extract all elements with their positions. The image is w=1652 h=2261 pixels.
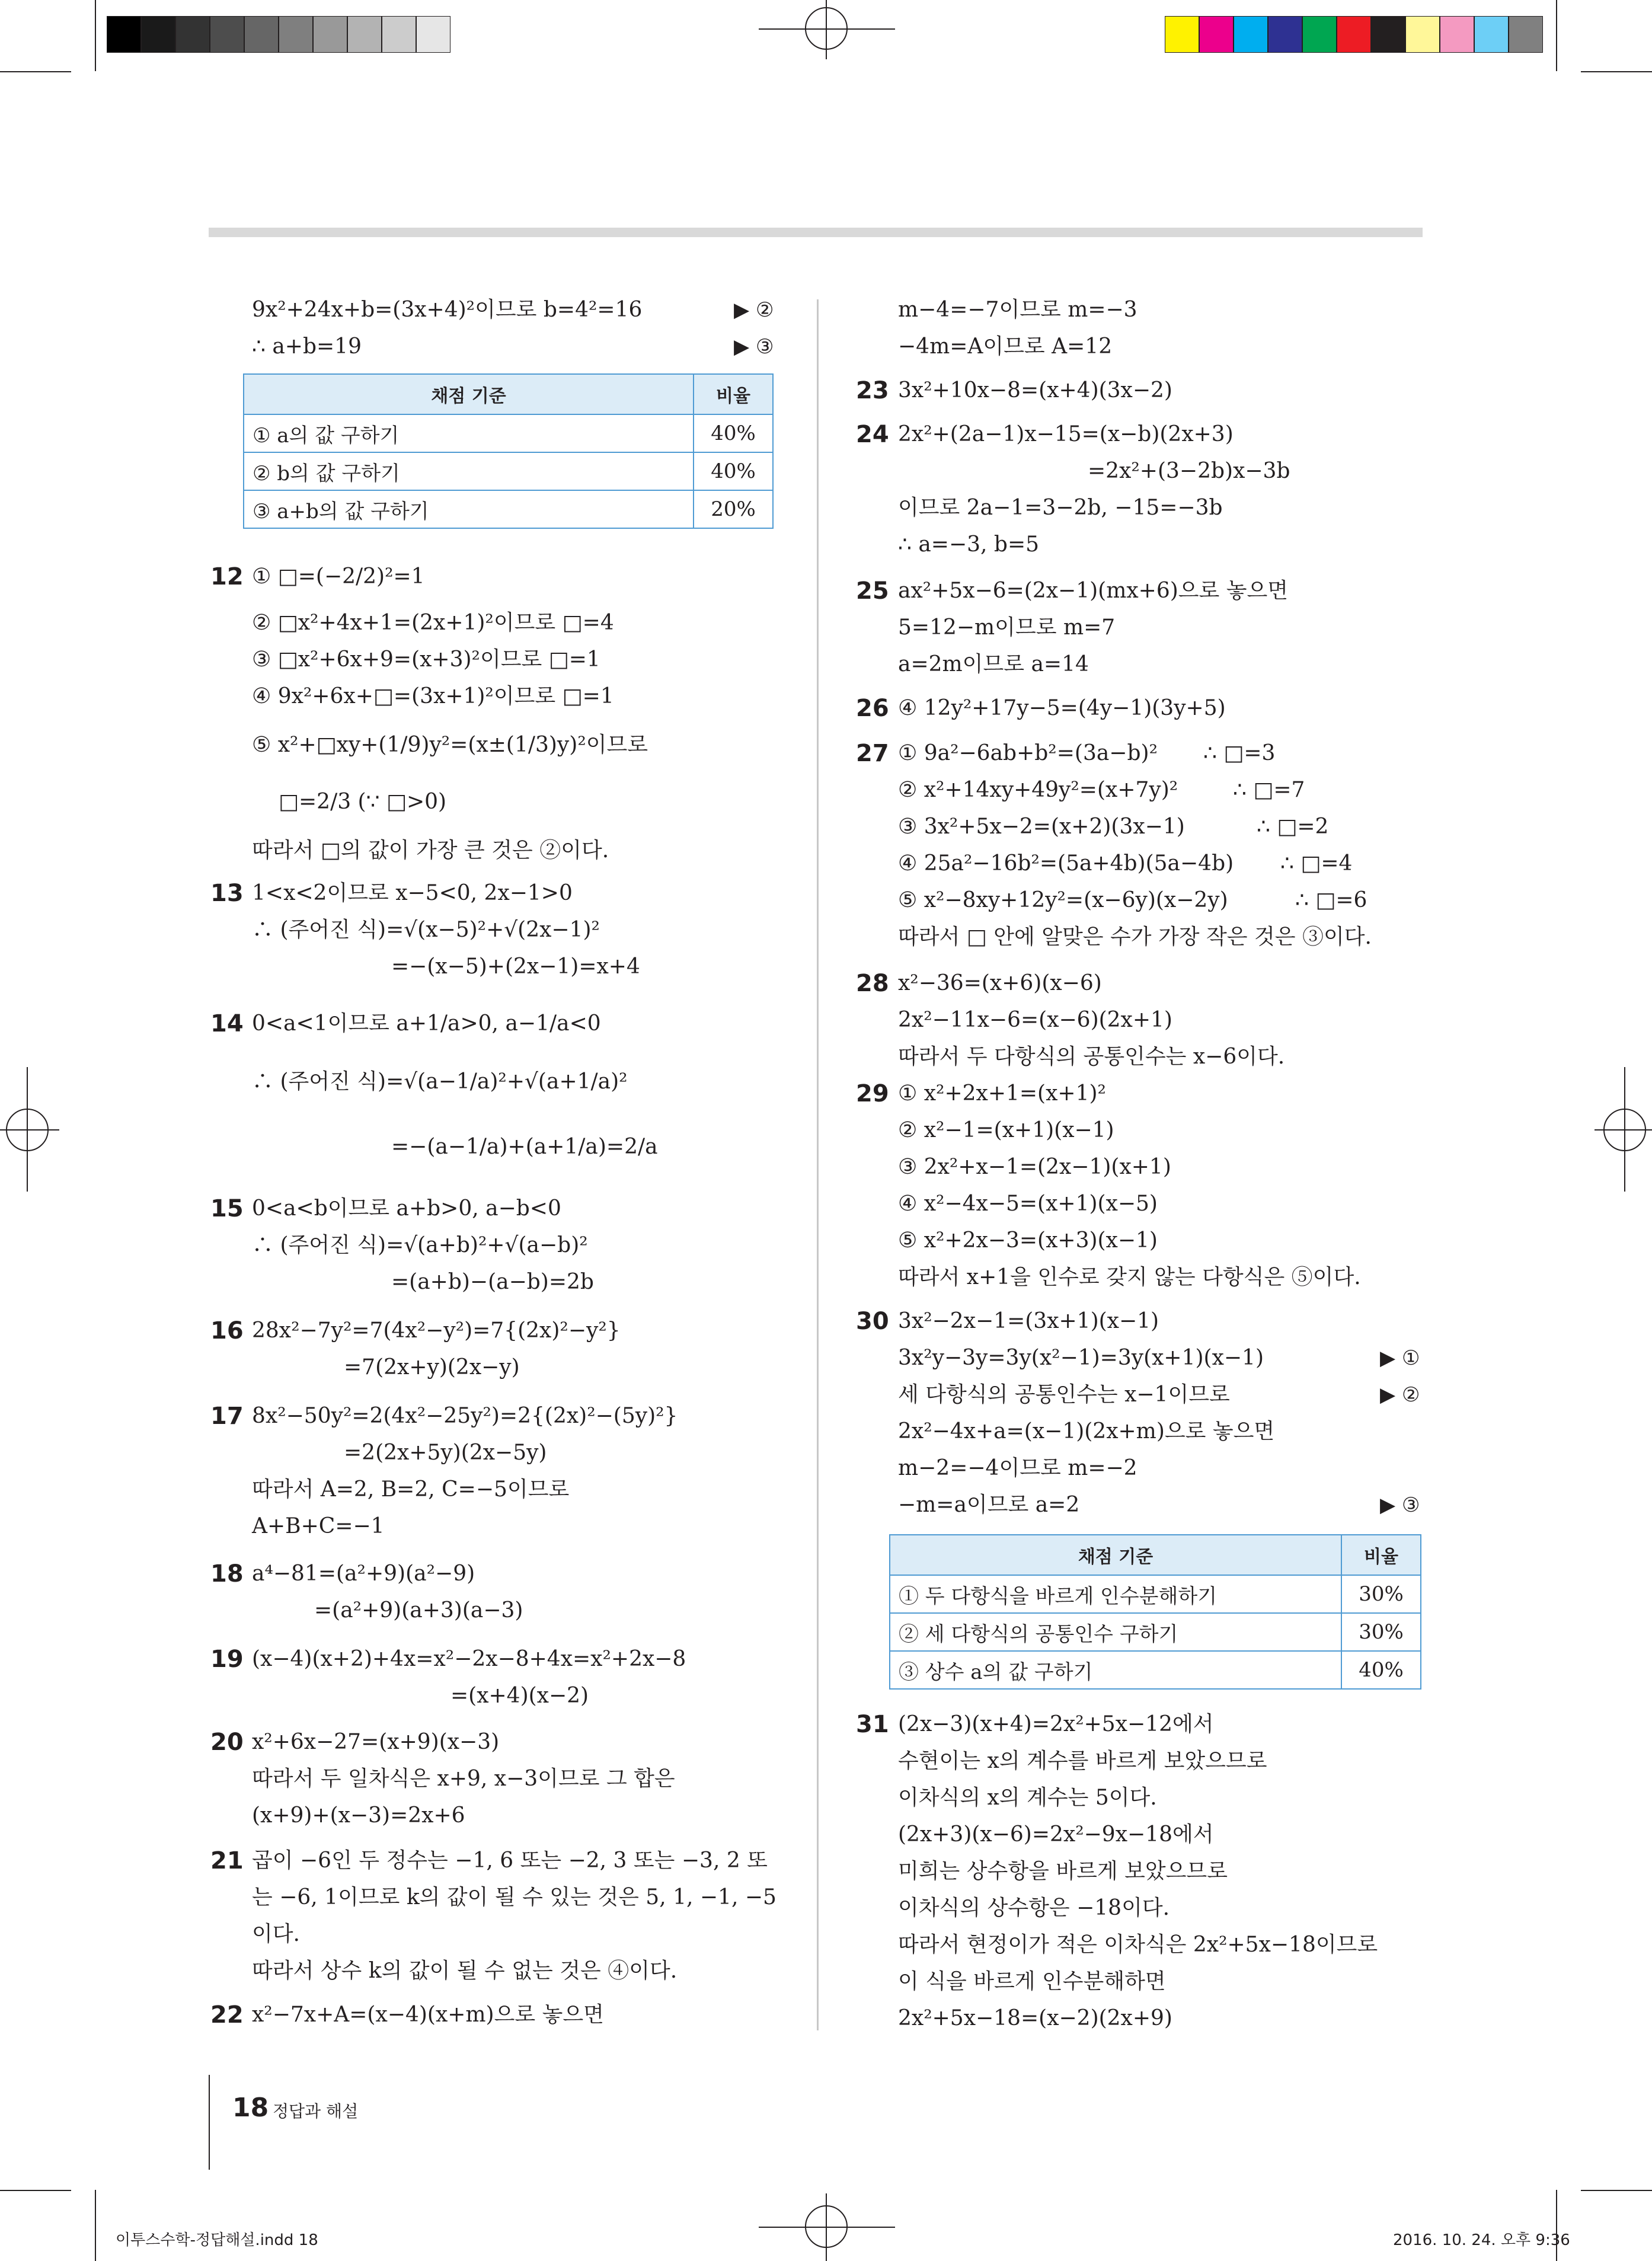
text-line: ∴ (주어진 식)=√(a−1/a)²+√(a+1/a)² [252,1069,628,1094]
text-line: ∴ □=4 [1280,851,1353,876]
text-line: ∴ □=3 [1203,741,1276,765]
problem-number: 13 [210,880,244,907]
table-row [244,490,773,528]
gray-swatch [210,16,244,53]
registration-mark-icon [826,0,827,59]
text-line: a⁴−81=(a²+9)(a²−9) [252,1561,475,1586]
text-line: ① x²+2x+1=(x+1)² [898,1081,1106,1106]
table-header: 채점 기준 [244,374,694,414]
problem-number: 14 [210,1010,244,1037]
problem-number: 24 [856,421,889,448]
text-line: ∴ □=2 [1257,815,1329,839]
text-line: ⑤ x²+2x−3=(x+3)(x−1) [898,1228,1158,1253]
text-line: 따라서 x+1을 인수로 갖지 않는 다항식은 ⑤이다. [898,1265,1361,1289]
crop-mark [1581,71,1652,72]
crop-mark [0,2190,71,2191]
text-line: 8x²−50y²=2(4x²−25y²)=2{(2x)²−(5y)²} [252,1404,678,1428]
text-line: 따라서 상수 k의 값이 될 수 없는 것은 ④이다. [252,1959,678,1983]
text-line: 5=12−m이므로 m=7 [898,615,1116,640]
text-line: ③ 3x²+5x−2=(x+2)(3x−1) [898,815,1185,839]
color-swatch [1440,16,1474,53]
color-swatch [1509,16,1543,53]
problem-number: 12 [210,563,244,590]
text-line: 따라서 두 일차식은 x+9, x−3이므로 그 합은 [252,1767,675,1791]
text-line: m−4=−7이므로 m=−3 [898,298,1137,322]
text-line: 세 다항식의 공통인수는 x−1이므로 [898,1382,1230,1407]
color-swatch [1165,16,1199,53]
problem-number: 30 [856,1308,889,1335]
color-swatch [1268,16,1302,53]
grading-table [889,1534,1421,1690]
slug-timestamp: 2016. 10. 24. 오후 9:36 [1393,2231,1570,2249]
problem-number: 20 [210,1729,244,1756]
score-marker: ▶ ③ [734,335,774,359]
text-line: =−(a−1/a)+(a+1/a)=2/a [391,1135,658,1159]
crop-mark [95,2190,96,2261]
table-cell: 30% [1341,1575,1421,1613]
gray-swatch [382,16,416,53]
registration-mark-icon [0,1129,59,1130]
text-line: 9x²+24x+b=(3x+4)²이므로 b=4²=16 [252,298,643,322]
gray-swatch [107,16,141,53]
text-line: ∴ (주어진 식)=√(x−5)²+√(2x−1)² [252,918,600,942]
text-line: ∴ (주어진 식)=√(a+b)²+√(a−b)² [252,1233,588,1257]
text-line: 는 −6, 1이므로 k의 값이 될 수 있는 것은 5, 1, −1, −5 [252,1885,777,1909]
color-swatch [1405,16,1440,53]
table-cell: ③ a+b의 값 구하기 [244,490,694,528]
text-line: □=2/3 (∵ □>0) [279,790,447,814]
table-cell: ① a의 값 구하기 [244,414,694,452]
text-line: 이다. [252,1922,300,1946]
text-line: x²+6x−27=(x+9)(x−3) [252,1730,500,1754]
crop-mark [95,0,96,71]
text-line: ∴ □=7 [1233,778,1305,802]
problem-number: 19 [210,1646,244,1673]
gray-swatch [313,16,347,53]
text-line: 0<a<b이므로 a+b>0, a−b<0 [252,1196,561,1221]
table-header: 채점 기준 [890,1535,1341,1575]
text-line: ∴ a=−3, b=5 [898,532,1040,557]
text-line: ② □x²+4x+1=(2x+1)²이므로 □=4 [252,611,614,635]
problem-number: 29 [856,1080,889,1107]
table-row [890,1575,1421,1613]
text-line: (x+9)+(x−3)=2x+6 [252,1803,465,1828]
table-row [244,414,773,452]
color-swatch [1371,16,1405,53]
table-cell: ② b의 값 구하기 [244,452,694,490]
text-line: ② x²−1=(x+1)(x−1) [898,1118,1114,1142]
text-line: −m=a이므로 a=2 [898,1493,1080,1517]
text-line: ④ 9x²+6x+□=(3x+1)²이므로 □=1 [252,684,614,708]
text-line: ① □=(−2/2)²=1 [252,564,425,589]
color-swatch [1337,16,1371,53]
text-line: 이차식의 상수항은 −18이다. [898,1896,1170,1920]
registration-mark-icon [759,28,895,30]
text-line: 3x²y−3y=3y(x²−1)=3y(x+1)(x−1) [898,1346,1264,1370]
registration-mark-icon [27,1067,28,1192]
text-line: =(x+4)(x−2) [450,1684,589,1708]
text-line: a=2m이므로 a=14 [898,652,1089,676]
text-line: 따라서 □ 안에 알맞은 수가 가장 작은 것은 ③이다. [898,925,1372,949]
registration-mark-icon [759,2227,895,2228]
text-line: 28x²−7y²=7(4x²−y²)=7{(2x)²−y²} [252,1318,621,1343]
text-line: ∴ □=6 [1295,888,1367,912]
registration-mark-icon [1624,1067,1625,1192]
text-line: 이므로 2a−1=3−2b, −15=−3b [898,496,1223,520]
text-line: 이차식의 x의 계수는 5이다. [898,1786,1157,1810]
text-line: x²−36=(x+6)(x−6) [898,971,1102,995]
text-line: −4m=A이므로 A=12 [898,334,1113,359]
color-swatch [1234,16,1268,53]
table-cell: 20% [694,490,773,528]
text-line: ⑤ x²+□xy+(1/9)y²=(x±(1/3)y)²이므로 [252,733,648,757]
text-line: 따라서 두 다항식의 공통인수는 x−6이다. [898,1045,1285,1069]
text-line: =(a²+9)(a+3)(a−3) [314,1598,523,1623]
text-line: =(a+b)−(a−b)=2b [391,1270,594,1294]
gray-swatch [416,16,450,53]
table-header: 비율 [694,374,773,414]
problem-number: 25 [856,577,889,605]
text-line: ④ x²−4x−5=(x+1)(x−5) [898,1192,1158,1216]
table-cell: ② 세 다항식의 공통인수 구하기 [890,1613,1341,1651]
text-line: 따라서 현정이가 적은 이차식은 2x²+5x−18이므로 [898,1933,1378,1957]
slug-filename: 이투스수학-정답해설.indd 18 [116,2231,318,2249]
table-cell: ③ 상수 a의 값 구하기 [890,1651,1341,1689]
table-row [890,1651,1421,1689]
registration-mark-icon [1595,1129,1652,1130]
table-row [244,452,773,490]
crop-mark [1556,2190,1557,2261]
table-cell: 30% [1341,1613,1421,1651]
gray-swatch [141,16,175,53]
text-line: ax²+5x−6=(2x−1)(mx+6)으로 놓으면 [898,579,1289,603]
color-swatch [1302,16,1337,53]
problem-number: 26 [856,695,889,722]
table-cell: 40% [694,414,773,452]
text-line: (x−4)(x+2)+4x=x²−2x−8+4x=x²+2x−8 [252,1647,686,1671]
problem-number: 21 [210,1847,244,1874]
text-line: ④ 25a²−16b²=(5a+4b)(5a−4b) [898,851,1234,876]
text-line: =2(2x+5y)(2x−5y) [344,1441,547,1465]
text-line: (2x−3)(x+4)=2x²+5x−12에서 [898,1712,1214,1736]
text-line: 이 식을 바르게 인수분해하면 [898,1969,1166,1994]
problem-number: 23 [856,377,889,404]
text-line: 1<x<2이므로 x−5<0, 2x−1>0 [252,881,573,905]
color-swatch [1474,16,1509,53]
text-line: =2x²+(3−2b)x−3b [1088,459,1290,483]
text-line: 따라서 A=2, B=2, C=−5이므로 [252,1477,570,1502]
text-line: ③ 2x²+x−1=(2x−1)(x+1) [898,1155,1171,1179]
table-row [890,1613,1421,1651]
text-line: =7(2x+y)(2x−y) [344,1355,520,1379]
problem-number: 31 [856,1711,889,1738]
text-line: ② x²+14xy+49y²=(x+7y)² [898,778,1178,802]
text-line: 따라서 □의 값이 가장 큰 것은 ②이다. [252,838,609,863]
text-line: A+B+C=−1 [252,1514,385,1538]
text-line: 2x²+(2a−1)x−15=(x−b)(2x+3) [898,422,1234,446]
problem-number: 27 [856,740,889,767]
text-line: 미희는 상수항을 바르게 보았으므로 [898,1859,1228,1883]
crop-mark [1581,2190,1652,2191]
footer-rule [209,2075,210,2170]
text-line: 3x²−2x−1=(3x+1)(x−1) [898,1309,1159,1333]
gray-swatch [347,16,382,53]
crop-mark [0,71,71,72]
text-line: ∴ a+b=19 [252,334,362,359]
crop-mark [1556,0,1557,71]
gray-swatch [244,16,279,53]
text-line: =−(x−5)+(2x−1)=x+4 [391,954,640,979]
gray-swatch [175,16,210,53]
text-line: ① 9a²−6ab+b²=(3a−b)² [898,741,1158,765]
text-line: ④ 12y²+17y−5=(4y−1)(3y+5) [898,696,1226,720]
problem-number: 18 [210,1560,244,1588]
text-line: m−2=−4이므로 m=−2 [898,1456,1137,1480]
text-line: 2x²+5x−18=(x−2)(2x+9) [898,2006,1172,2030]
text-line: 2x²−4x+a=(x−1)(2x+m)으로 놓으면 [898,1419,1275,1444]
problem-number: 16 [210,1317,244,1345]
text-line: ⑤ x²−8xy+12y²=(x−6y)(x−2y) [898,888,1228,912]
text-line: 0<a<1이므로 a+1/a>0, a−1/a<0 [252,1011,601,1036]
column-divider [817,299,819,2030]
page-number: 18 [232,2093,269,2123]
table-header: 비율 [1341,1535,1421,1575]
score-marker: ▶ ③ [1380,1493,1420,1517]
text-line: 곱이 −6인 두 정수는 −1, 6 또는 −2, 3 또는 −3, 2 또 [252,1848,768,1873]
table-cell: ① 두 다항식을 바르게 인수분해하기 [890,1575,1341,1613]
problem-number: 17 [210,1403,244,1430]
problem-number: 22 [210,2001,244,2029]
text-line: x²−7x+A=(x−4)(x+m)으로 놓으면 [252,2003,604,2027]
score-marker: ▶ ② [734,298,774,322]
text-line: 2x²−11x−6=(x−6)(2x+1) [898,1008,1172,1032]
header-rule [209,228,1423,237]
table-cell: 40% [694,452,773,490]
text-line: (2x+3)(x−6)=2x²−9x−18에서 [898,1822,1214,1847]
score-marker: ▶ ① [1380,1346,1420,1370]
score-marker: ▶ ② [1380,1383,1420,1407]
footer-label: 정답과 해설 [273,2102,359,2121]
color-swatch [1199,16,1234,53]
text-line: ③ □x²+6x+9=(x+3)²이므로 □=1 [252,647,600,672]
problem-number: 15 [210,1195,244,1222]
grading-table [243,373,774,529]
gray-swatch [279,16,313,53]
text-line: 수현이는 x의 계수를 바르게 보았으므로 [898,1749,1267,1773]
text-line: 3x²+10x−8=(x+4)(3x−2) [898,378,1172,403]
table-cell: 40% [1341,1651,1421,1689]
problem-number: 28 [856,970,889,997]
